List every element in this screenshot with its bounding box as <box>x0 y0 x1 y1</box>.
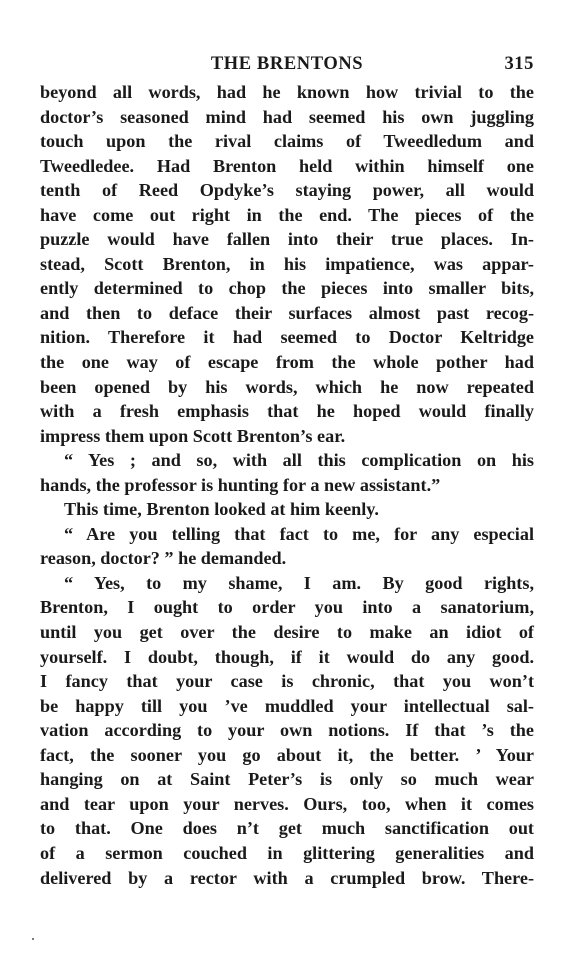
text-line: delivered by a rector with a crumpled brow. There- <box>40 867 534 888</box>
page-number: 315 <box>504 54 534 74</box>
text-line: I fancy that your case is chronic, that you won’t <box>40 671 534 692</box>
text-line: puzzle would have fallen into their true places. In- <box>40 229 534 250</box>
text-line: have come out right in the end. The pieces of the <box>40 204 534 225</box>
text-line: reason, doctor? ” he demanded. <box>40 548 287 569</box>
text-line: ently determined to chop the pieces into smaller bits, <box>40 278 534 299</box>
text-line: be happy till you ’ve muddled your intellectual sal- <box>40 695 534 716</box>
text-line: to that. One does n’t get much sanctification out <box>40 818 534 839</box>
text-line: doctor’s seasoned mind had seemed his own juggling <box>40 106 534 127</box>
text-line: until you get over the desire to make an idiot of <box>40 622 534 643</box>
text-line: and then to deface their surfaces almost past recog- <box>40 302 534 323</box>
text-line: Brenton, I ought to order you into a sanatorium, <box>40 597 534 618</box>
text-line: tenth of Reed Opdyke’s staying power, all would <box>40 180 534 201</box>
text-line: hanging on at Saint Peter’s is only so much wear <box>40 769 534 790</box>
text-line: stead, Scott Brenton, in his impatience, was appar- <box>40 253 534 274</box>
print-speck <box>32 938 34 940</box>
book-page <box>40 52 534 890</box>
text-line: impress them upon Scott Brenton’s ear. <box>40 425 346 446</box>
text-line: touch upon the rival claims of Tweedledum and <box>40 131 534 152</box>
text-line: the one way of escape from the whole pother had <box>40 352 534 373</box>
text-line: been opened by his words, which he now repeated <box>40 376 534 397</box>
text-line: “ Are you telling that fact to me, for any especial <box>64 523 534 544</box>
text-line: Tweedledee. Had Brenton held within himself one <box>40 155 534 176</box>
text-line: This time, Brenton looked at him keenly. <box>64 499 379 520</box>
text-line: and tear upon your nerves. Ours, too, when it comes <box>40 793 534 814</box>
text-line: fact, the sooner you go about it, the better. ’ Your <box>40 744 534 765</box>
text-line: beyond all words, had he known how trivial to the <box>40 82 534 102</box>
text-line: “ Yes, to my shame, I am. By good rights, <box>64 572 534 593</box>
text-line: “ Yes ; and so, with all this complication on his <box>64 450 534 471</box>
body-text <box>40 80 534 890</box>
text-line: yourself. I doubt, though, if it would do any good. <box>40 646 534 667</box>
running-header <box>40 52 534 80</box>
text-line: of a sermon couched in glittering generalities and <box>40 842 534 863</box>
text-line: nition. Therefore it had seemed to Doctor Keltridge <box>40 327 534 348</box>
text-line: hands, the professor is hunting for a new assistant.” <box>40 474 441 495</box>
text-line: vation according to your own notions. If that ’s the <box>40 720 534 741</box>
running-title: THE BRENTONS <box>210 54 364 74</box>
text-line: with a fresh emphasis that he hoped would finally <box>40 401 534 422</box>
